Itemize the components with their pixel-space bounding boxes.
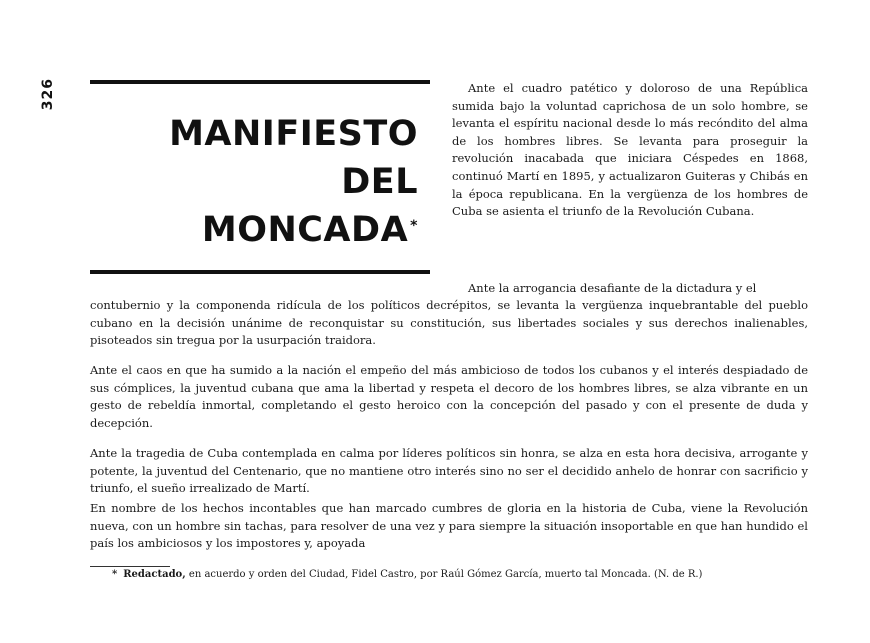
paragraph-2-first-line: Ante la arrogancia desafiante de la dictadura y el xyxy=(468,281,757,295)
footnote-rule xyxy=(90,566,170,567)
title-line-3 xyxy=(169,206,418,254)
paragraph-5 xyxy=(90,500,808,553)
title-top-rule xyxy=(90,80,430,84)
paragraph-3-text: Ante el caos en que ha sumido a la nación el empeño del más ambicioso de todos los cubanos y el interés despiadado de sus cómplices, la juventud cubana que ama la libertad y respeta el decoro de los hombres libres, se alza vibrante en un gesto de rebeldía inmortal, completando el gesto heroico con la concepción del pasado y con el presente de duda y decepción. xyxy=(90,363,808,430)
title-block xyxy=(90,80,430,276)
footnote-text: en acuerdo y orden del Ciudad, Fidel Castro, por Raúl Gómez García, muerto tal Moncada. (N. de R.) xyxy=(188,569,703,580)
intro-paragraph: Ante el cuadro patético y doloroso de una República sumida bajo la voluntad caprichosa de un solo hombre, se levanta el espíritu nacional desde lo más recóndito del alma de los hombres libres. Se levanta para proseguir la revolución inacabada que iniciara Céspedes en 1868, continuó Martí en 1895, y actualizaron Guiteras y Chibás en la época republicana. En la vergüenza de los hombres de Cuba se asienta el triunfo de la Revolución Cubana. xyxy=(452,81,808,219)
title-bottom-rule xyxy=(90,270,430,274)
paragraph-4 xyxy=(90,445,808,498)
page-number: 326 xyxy=(40,78,56,111)
paragraph-5-text: En nombre de los hechos incontables que han marcado cumbres de gloria en la historia de Cuba, viene la Revolución nueva, con un hombre sin tachas, para resolver de una vez y para siempre la situación insoportable en que han hundido el país los ambiciosos y los impostores y, apoyada xyxy=(90,501,808,551)
paragraph-2-text: contubernio y la componenda ridícula de los políticos decrépitos, se levanta la vergüenza inquebrantable del pueblo cubano en la decisión unánime de reconquistar su constitución, sus libertades sociales y sus derechos inalienables, pisoteados sin tregua por la usurpación traidora. xyxy=(90,298,808,348)
title-line-3-text: MONCADA xyxy=(201,210,409,250)
intro-column xyxy=(452,80,808,221)
title-footnote-mark: * xyxy=(410,218,418,234)
footnote xyxy=(112,568,812,582)
title-line-1: MANIFIESTO xyxy=(169,114,418,154)
footnote-mark: * xyxy=(112,569,118,580)
footnote-lead: Redactado, xyxy=(123,569,186,580)
paragraph-2 xyxy=(90,297,808,350)
paragraph-3 xyxy=(90,362,808,432)
paragraph-4-text: Ante la tragedia de Cuba contemplada en calma por líderes políticos sin honra, se alza en esta hora decisiva, arrogante y potente, la juventud del Centenario, que no mantiene otro interés sino no ser el decidido anhelo de honrar con sacrificio y triunfo, el sueño irrealizado de Martí. xyxy=(90,446,808,496)
document-title xyxy=(169,110,418,254)
title-line-2: DEL xyxy=(341,162,418,202)
